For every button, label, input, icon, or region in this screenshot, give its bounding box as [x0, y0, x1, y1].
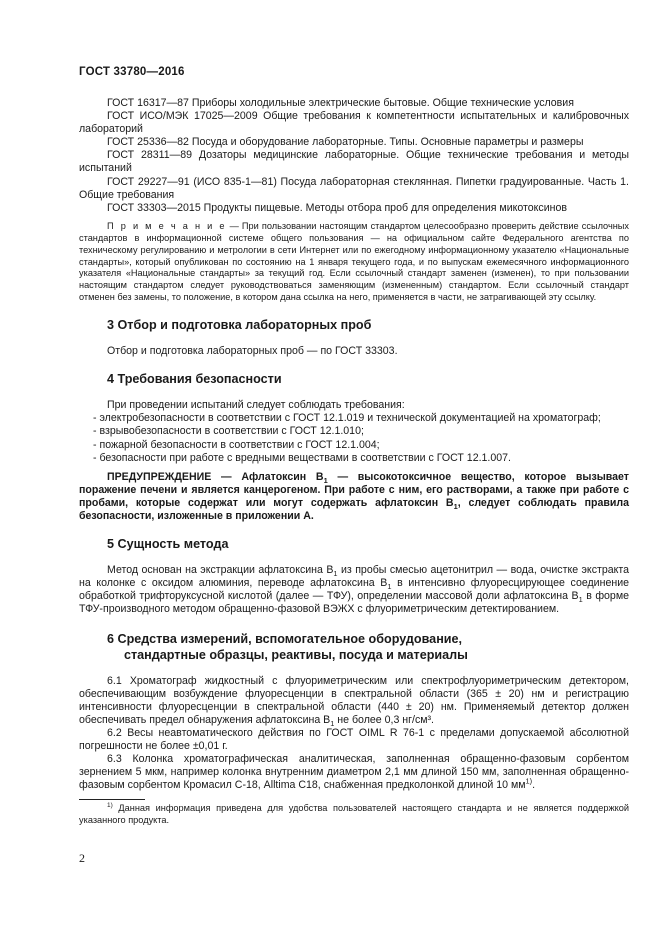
note-label: П р и м е ч а н и е [107, 220, 227, 231]
section-6-heading-line-2: стандартные образцы, реактивы, посуда и материалы [124, 647, 468, 662]
subscript: 1 [453, 502, 458, 512]
warning-text: ПРЕДУПРЕЖДЕНИЕ — Афлатоксин В [107, 470, 324, 483]
safety-warning [79, 471, 629, 523]
clause-6-1 [79, 675, 629, 727]
section-6-heading-line-1: 6 Средства измерений, вспомогательное оборудование, [107, 631, 463, 646]
text-run: из пробы смесью ацетонитрил — вода, очистке экстракта на колонке с оксидом алюминия, переводе афлатоксина В [79, 564, 629, 590]
ref-item: ГОСТ 29227—91 (ИСО 835-1—81) Посуда лабораторная стеклянная. Пипетки градуированные. Часть 1. Общие требования [79, 175, 629, 201]
warning-text: — высокотоксичное вещество, которое вызывает поражение печени и является канцерогеном. При работе с ним, его растворами, а также при работе с пробами, которые содержат или могут содержать афлатоксин В [79, 470, 629, 509]
ref-item: ГОСТ ИСО/МЭК 17025—2009 Общие требования к компетентности испытательных и калибровочных лабораторий [79, 110, 629, 136]
section-5-heading: 5 Сущность метода [107, 537, 229, 552]
standard-header: ГОСТ 33780—2016 [79, 66, 185, 78]
list-item: - безопасности при работе с вредными веществами в соответствии с ГОСТ 12.1.007. [93, 451, 511, 464]
subscript: 1 [387, 582, 392, 592]
subscript: 1 [333, 569, 338, 579]
ref-item: ГОСТ 33303—2015 Продукты пищевые. Методы отбора проб для определения микотоксинов [107, 201, 568, 214]
ref-item: ГОСТ 28311—89 Дозаторы медицинские лабораторные. Общие технические требования и методы испытаний [79, 149, 629, 175]
ref-item: ГОСТ 16317—87 Приборы холодильные электрические бытовые. Общие технические условия [107, 97, 574, 109]
page-content [79, 97, 629, 827]
section-3-heading: 3 Отбор и подготовка лабораторных проб [107, 318, 372, 333]
footnote [79, 803, 629, 827]
section-6-heading [79, 631, 629, 663]
section-4-intro: При проведении испытаний следует соблюдать требования: [107, 399, 405, 412]
clause-6-2: 6.2 Весы неавтоматического действия по ГОСТ OIML R 76-1 с пределами допускаемой абсолютной погрешности не более ±0,01 г. [79, 726, 629, 752]
text-run: 6.3 Колонка хроматографическая аналитическая, заполненная обращенно-фазовым сорбентом зернением 5 мкм, например колонка внутренним диаметром 2,1 мм длиной 150 мм, заполненная обращенно-фазовым сорбентом Кромасил С-18, Alltima C18, снабженная предколонкой длиной 10 мм [79, 753, 629, 792]
normative-references [79, 97, 629, 215]
clause-6-3 [79, 753, 629, 792]
list-item: - взрывобезопасности в соответствии с ГОСТ 12.1.010; [93, 425, 364, 438]
subscript: 1 [323, 475, 328, 485]
section-4-heading: 4 Требования безопасности [107, 372, 282, 387]
footnote-mark: 1) [107, 802, 113, 810]
list-item: - электробезопасности в соответствии с ГОСТ 12.1.019 и технической документацией на хроматограф; [93, 412, 601, 425]
text-run: Метод основан на экстракции афлатоксина В [107, 564, 334, 577]
page-number: 2 [79, 851, 85, 865]
section-5-text [79, 564, 629, 616]
text-run: в форме ТФУ-производного методом обращенно-фазовой ВЭЖХ с флуориметрическим детектированием. [79, 590, 629, 616]
note-text: — При пользовании настоящим стандартом целесообразно проверить действие ссылочных стандартов в информационной системе общего пользования — на официальном сайте Федерального агентства по техническому регулированию и метрологии в сети Интернет или по ежегодному информационному указателю «Национальные стандарты», который опубликован по состоянию на 1 января текущего года, и по выпускам ежемесячного информационного указателя «Национальные стандарты» за текущий год. Если ссылочный стандарт заменен (изменен), то при пользовании настоящим стандартом следует руководствоваться заменяющим (измененным) стандартом. Если ссылочный стандарт отменен без замены, то положение, в котором дана ссылка на него, применяется в части, не затрагивающей эту ссылку. [79, 220, 629, 303]
footnote-ref: 1) [525, 776, 533, 786]
note-paragraph [79, 221, 629, 304]
ref-item: ГОСТ 25336—82 Посуда и оборудование лабораторные. Типы. Основные параметры и размеры [107, 136, 584, 149]
section-3-text: Отбор и подготовка лабораторных проб — по ГОСТ 33303. [107, 345, 398, 358]
text-run: 6.1 Хроматограф жидкостный с флуориметрическим или спектрофлуориметрическим детектором, обеспечивающим возбуждение флуоресценции в спектральной области (365 ± 20) нм и регистрацию интенсивности флуоресценции в спектральной области (440 ± 20) нм. Применяемый детектор должен обеспечивать предел обнаружения афлатоксина В [79, 674, 629, 726]
footnote-divider [79, 799, 145, 800]
footnote-text: Данная информация приведена для удобства пользователей настоящего стандарта и не является поддержкой указанного продукта. [79, 803, 629, 826]
subscript: 1 [330, 718, 335, 728]
warning-text: , следует соблюдать правила безопасности, изложенные в приложении А. [79, 496, 629, 523]
text-run: не более 0,3 нг/см³. [334, 713, 435, 726]
subscript: 1 [578, 595, 583, 605]
text-run: в интенсивно флуоресцирующее соединение обработкой трифторуксусной кислотой (далее — ТФУ), определении массовой доли афлатоксина В [79, 577, 629, 603]
list-item: - пожарной безопасности в соответствии с ГОСТ 12.1.004; [93, 438, 380, 451]
text-run: . [532, 779, 536, 792]
